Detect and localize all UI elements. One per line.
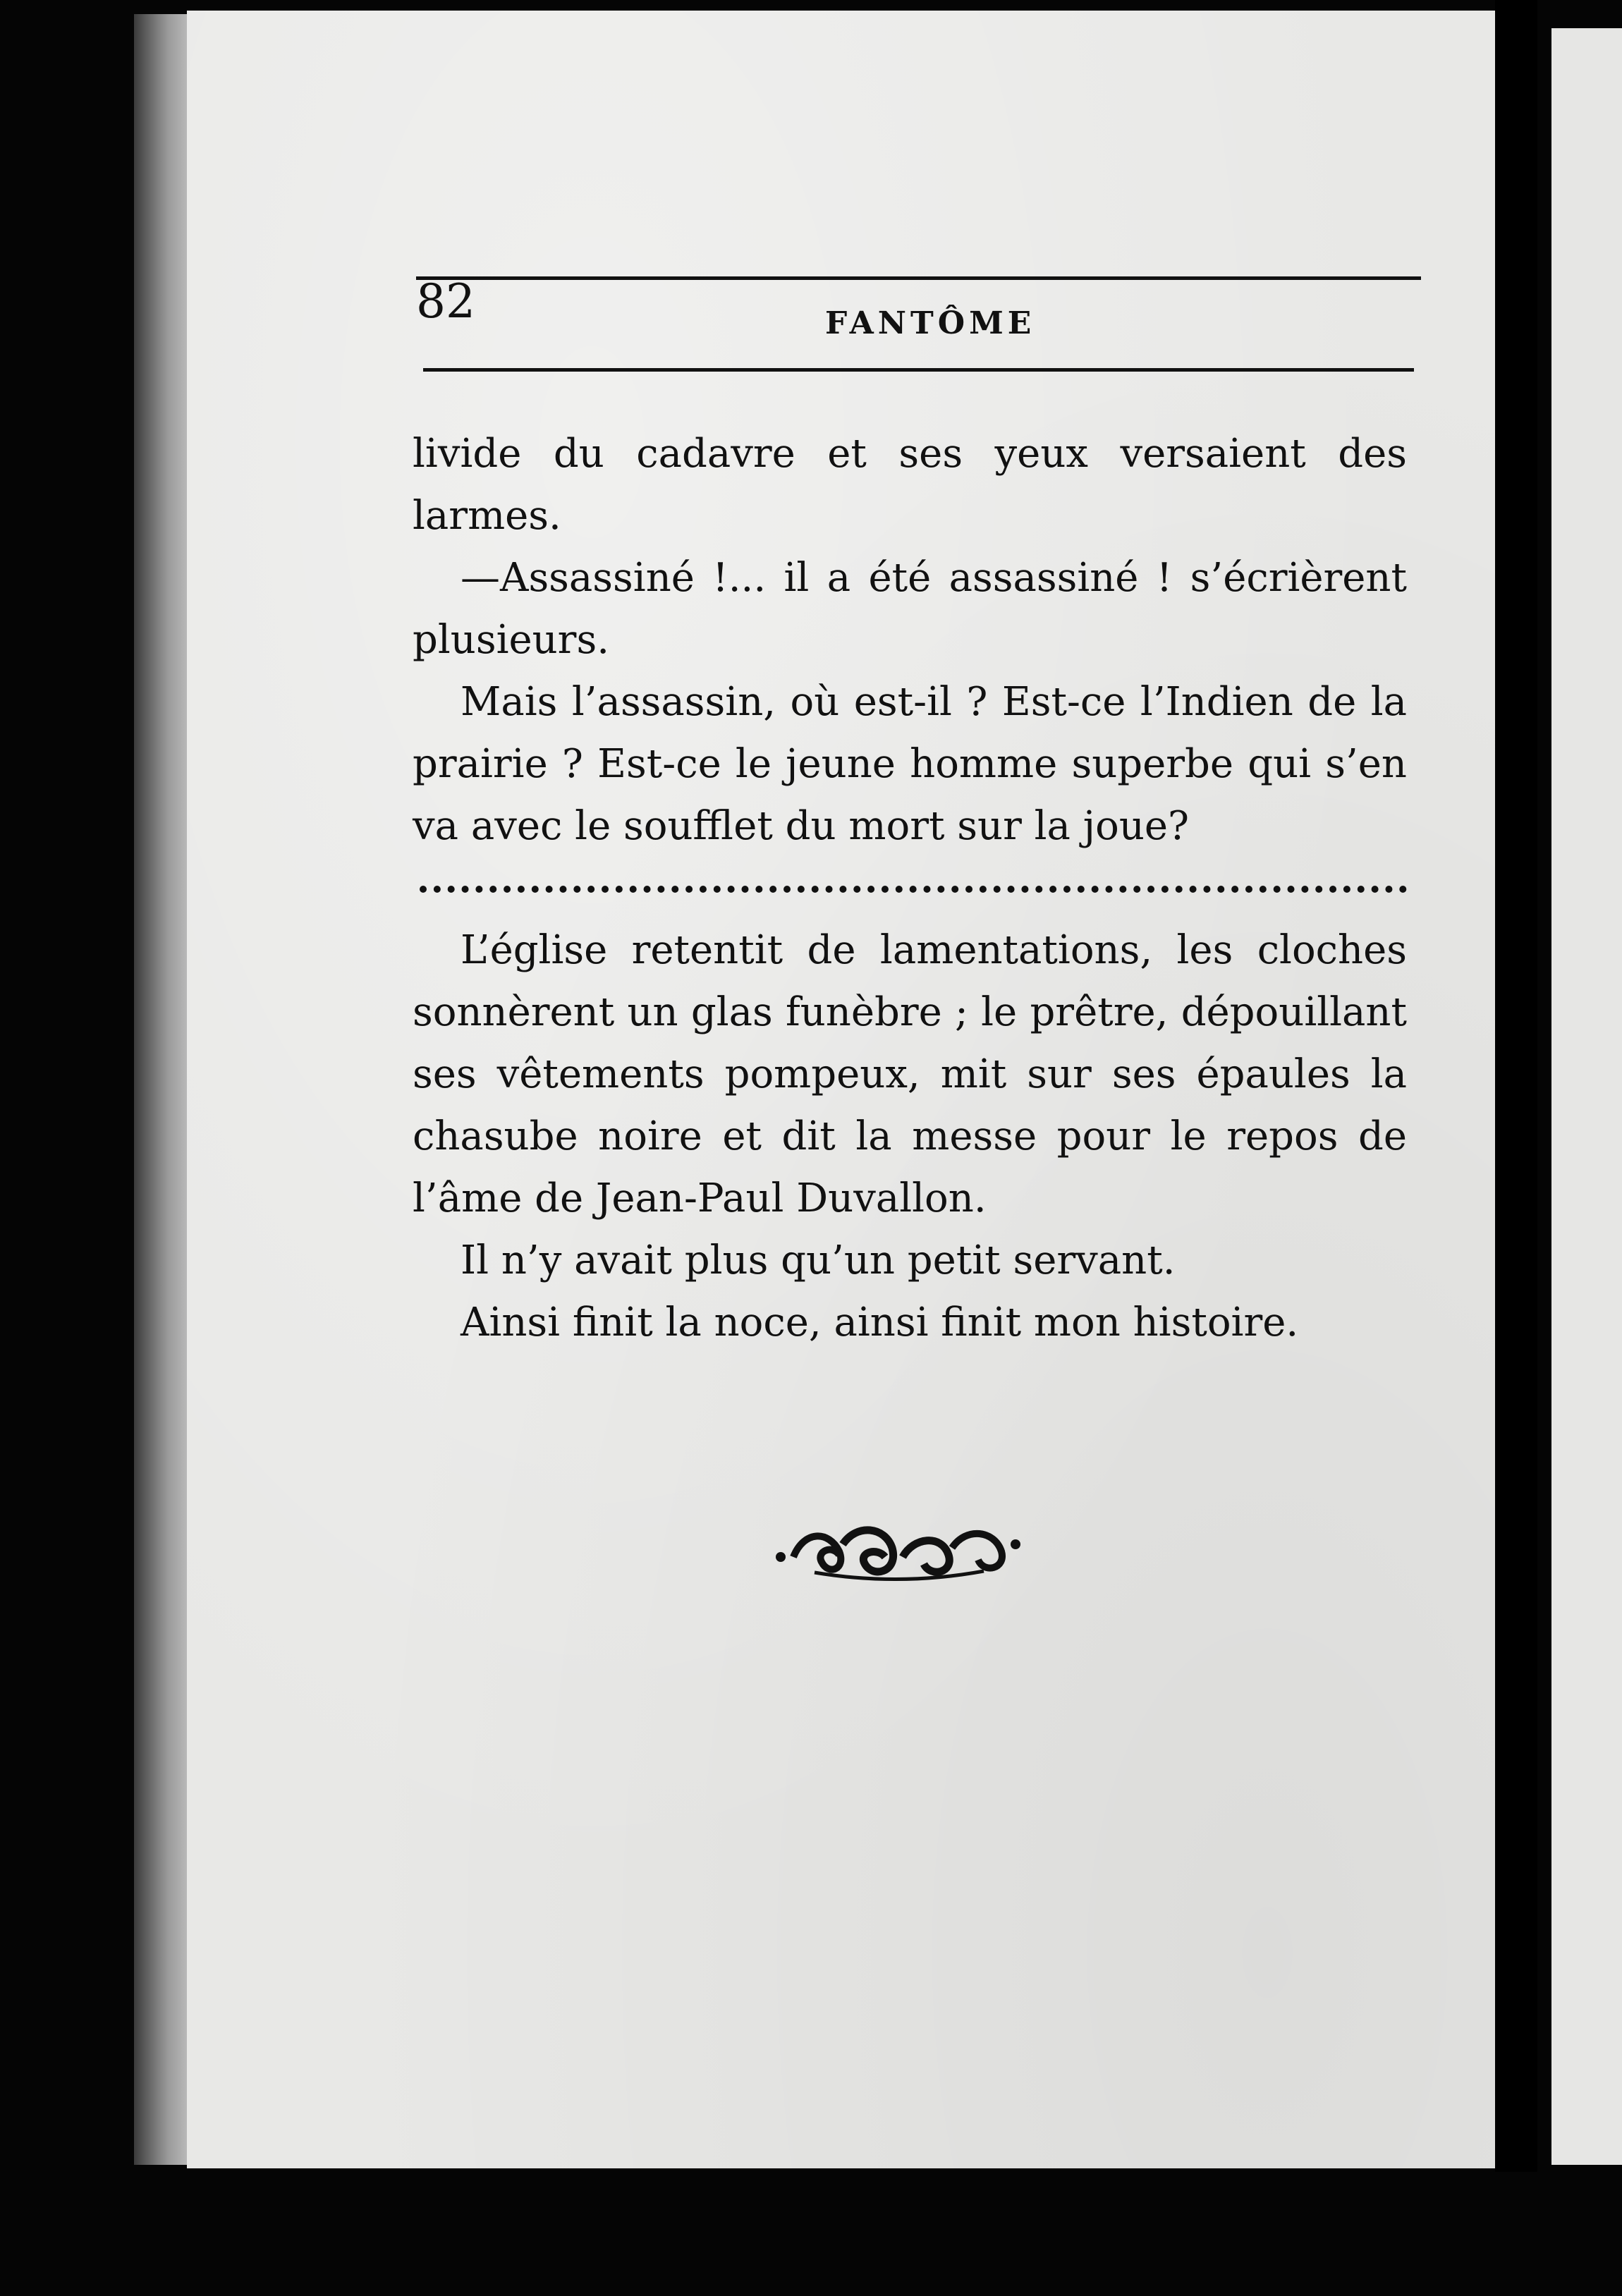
tailpiece-ornament — [772, 1516, 1026, 1587]
paragraph-1: livide du cadavre et ses yeux versaient des larmes. — [413, 431, 1407, 539]
book-page-edges — [134, 14, 190, 2165]
header-rule-top — [416, 276, 1421, 280]
paragraph-6: Ainsi finit la noce, ainsi finit mon histoire. — [461, 1300, 1299, 1345]
gutter-shadow — [1495, 0, 1537, 2172]
paragraph-2: —Assassiné !... il a été assassiné ! s’écrièrent plusieurs. — [413, 555, 1407, 663]
header-rule-bottom — [423, 368, 1414, 372]
adjacent-page-edge — [1551, 28, 1622, 2165]
paragraph-3: Mais l’assassin, où est-il ? Est-ce l’Indien de la prairie ? Est-ce le jeune homme superbe qui s’en va avec le soufflet du mort sur la joue? — [413, 679, 1407, 849]
running-title: FANTÔME — [825, 305, 1036, 341]
page-number: 82 — [416, 274, 475, 329]
dotted-separator — [413, 857, 1407, 920]
page-body-text — [413, 423, 1407, 1354]
paragraph-4: L’église retentit de lamentations, les cloches sonnèrent un glas funèbre ; le prêtre, dépouillant ses vêtements pompeux, mit sur ses épaules la chasube noire et dit la messe pour le repos de l’âme de Jean-Paul Duvallon. — [413, 927, 1407, 1221]
paragraph-5: Il n’y avait plus qu’un petit servant. — [461, 1238, 1176, 1283]
